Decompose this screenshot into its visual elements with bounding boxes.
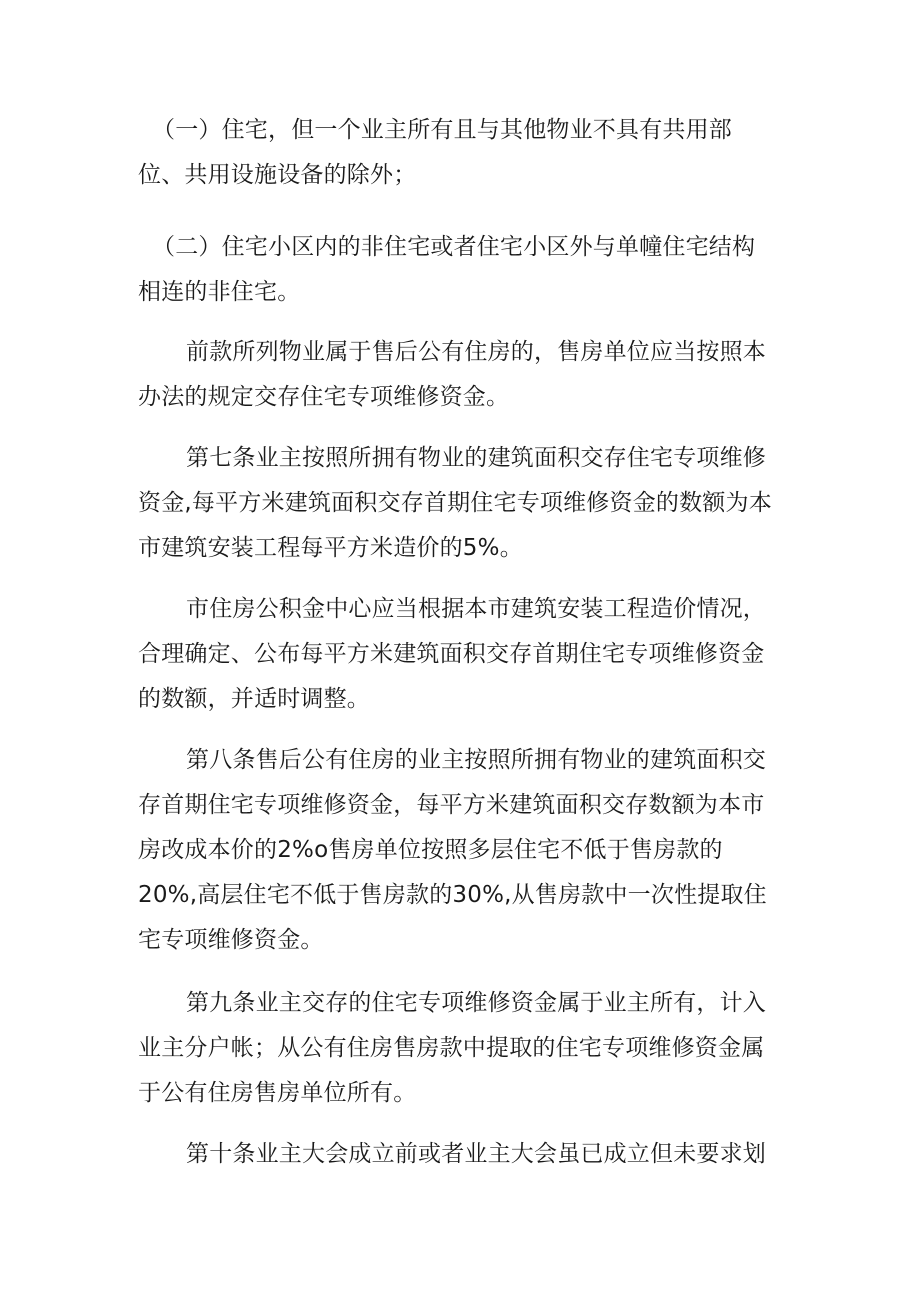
paragraph-item-2: （二）住宅小区内的非住宅或者住宅小区外与单幢住宅结构相连的非住宅。 xyxy=(138,234,756,305)
paragraph-article-10: 第十条业主大会成立前或者业主大会虽已成立但未要求划 xyxy=(186,1141,766,1167)
paragraph-public-housing: 前款所列物业属于售后公有住房的，售房单位应当按照本办法的规定交存住宅专项维修资金。 xyxy=(138,339,766,410)
paragraph-article-8: 第八条售后公有住房的业主按照所拥有物业的建筑面积交存首期住宅专项维修资金，每平方米建筑面积交存数额为本市房改成本价的2%o售房单位按照多层住宅不低于售房款的20%,高层住宅不低于售房款的30%,从售房款中一次性提取住宅专项维修资金。 xyxy=(138,747,767,953)
paragraph-item-1: （一）住宅，但一个业主所有且与其他物业不具有共用部位、共用设施设备的除外； xyxy=(138,117,732,188)
paragraph-article-9: 第九条业主交存的住宅专项维修资金属于业主所有，计入业主分户帐；从公有住房售房款中提取的住宅专项维修资金属于公有住房售房单位所有。 xyxy=(138,990,766,1106)
paragraph-fund-center: 市住房公积金中心应当根据本市建筑安装工程造价情况，合理确定、公布每平方米建筑面积交存首期住宅专项维修资金的数额，并适时调整。 xyxy=(138,596,766,712)
paragraph-article-7: 第七条业主按照所拥有物业的建筑面积交存住宅专项维修资金,每平方米建筑面积交存首期住宅专项维修资金的数额为本市建筑安装工程每平方米造价的5%。 xyxy=(138,445,772,561)
